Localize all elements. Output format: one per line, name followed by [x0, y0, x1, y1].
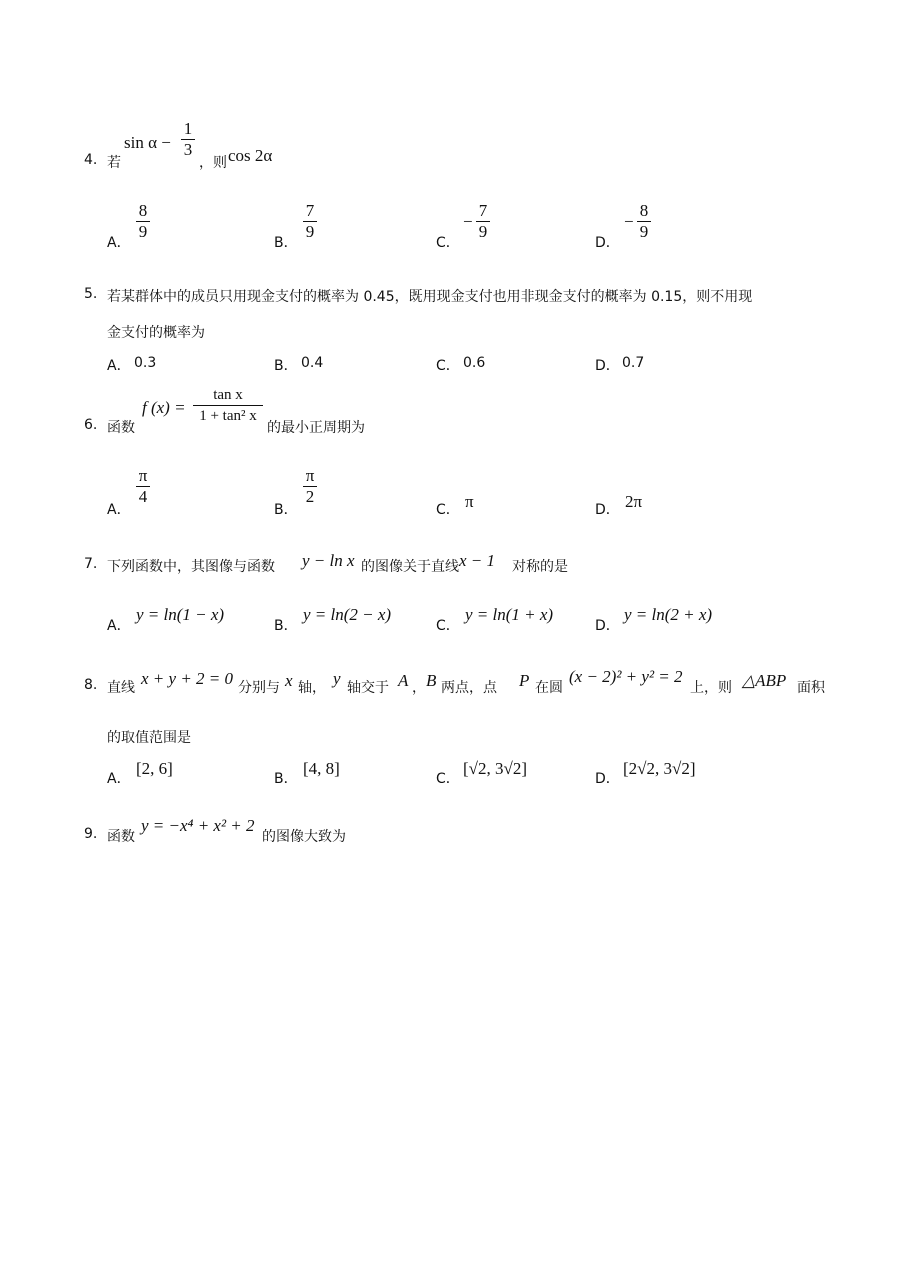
- question-number: 8.: [84, 677, 98, 693]
- question-text: ，则: [199, 155, 227, 171]
- math-expression: (x − 2)² + y² = 2: [569, 667, 683, 686]
- minus-sign: −: [624, 212, 634, 231]
- question-text: 的最小正周期为: [267, 420, 365, 436]
- option-label: C．: [436, 502, 460, 518]
- option-label: B．: [274, 235, 298, 251]
- math-expression: f (x) =: [142, 398, 186, 417]
- fraction: 7 9: [303, 202, 317, 241]
- math-expression: x + y + 2 = 0: [141, 669, 234, 688]
- math-expression: x − 1: [459, 551, 496, 570]
- option-label: C．: [436, 358, 460, 374]
- option-label: A．: [107, 235, 131, 251]
- question-text: 两点，点: [441, 680, 497, 696]
- question-number: 6.: [84, 417, 98, 433]
- fraction: π 2: [303, 467, 317, 506]
- question-text: 上，则: [690, 680, 732, 696]
- fraction: 8 9: [637, 202, 651, 241]
- question-number: 4.: [84, 152, 98, 168]
- math-expression: P: [519, 671, 530, 690]
- option-label: A．: [107, 358, 131, 374]
- option-value: y = ln(1 − x): [136, 605, 225, 624]
- fraction: 8 9: [136, 202, 150, 241]
- option-value: 0.7: [622, 355, 645, 371]
- option-value: 0.4: [301, 355, 324, 371]
- option-value: π: [465, 492, 474, 511]
- question-text: 分别与: [238, 680, 280, 696]
- option-value: [2, 6]: [136, 759, 173, 778]
- question-number: 7.: [84, 556, 98, 572]
- option-label: B．: [274, 358, 298, 374]
- question-text: 轴交于: [347, 680, 389, 696]
- option-label: C．: [436, 235, 460, 251]
- option-label: A．: [107, 618, 131, 634]
- question-number: 9.: [84, 826, 98, 842]
- minus-sign: −: [463, 212, 473, 231]
- math-expression: A: [398, 671, 409, 690]
- question-text: 若: [107, 155, 121, 171]
- option-value: [√2, 3√2]: [463, 759, 527, 778]
- option-value: 0.3: [134, 355, 157, 371]
- option-value: 0.6: [463, 355, 486, 371]
- option-value: 2π: [625, 492, 643, 511]
- option-label: A．: [107, 771, 131, 787]
- question-text: 下列函数中，其图像与函数: [107, 559, 275, 575]
- option-value: y = ln(2 − x): [303, 605, 392, 624]
- fraction: tan x 1 + tan² x: [193, 386, 263, 425]
- math-expression: sin α −: [124, 133, 171, 152]
- fraction: 7 9: [476, 202, 490, 241]
- option-label: C．: [436, 618, 460, 634]
- question-text: 面积: [797, 680, 825, 696]
- option-value: [4, 8]: [303, 759, 340, 778]
- question-text: 对称的是: [512, 559, 568, 575]
- question-text: 直线: [107, 680, 135, 696]
- question-text: 金支付的概率为: [107, 325, 205, 341]
- question-text: 在圆: [535, 680, 563, 696]
- question-text: 若某群体中的成员只用现金支付的概率为 0.45，既用现金支付也用非现金支付的概率为 0.15，则不用现: [107, 289, 753, 305]
- option-value: y = ln(1 + x): [465, 605, 554, 624]
- question-text: 轴，: [298, 680, 326, 696]
- question-text: 函数: [107, 829, 135, 845]
- fraction: π 4: [136, 467, 150, 506]
- math-expression: △ABP: [742, 671, 787, 690]
- option-label: B．: [274, 618, 298, 634]
- math-expression: y = −x⁴ + x² + 2: [141, 816, 255, 835]
- question-text: 函数: [107, 420, 135, 436]
- option-label: C．: [436, 771, 460, 787]
- math-expression: x: [285, 671, 293, 690]
- math-expression: B: [426, 671, 437, 690]
- math-expression: y − ln x: [302, 551, 355, 570]
- question-number: 5.: [84, 286, 98, 302]
- question-text: 的取值范围是: [107, 730, 191, 746]
- option-label: D．: [595, 618, 620, 634]
- question-text: 的图像关于直线: [361, 559, 459, 575]
- option-label: D．: [595, 235, 620, 251]
- option-label: D．: [595, 502, 620, 518]
- math-expression: cos 2α: [228, 146, 273, 165]
- option-label: A．: [107, 502, 131, 518]
- option-label: D．: [595, 771, 620, 787]
- question-text: ，: [412, 680, 426, 696]
- option-value: [2√2, 3√2]: [623, 759, 696, 778]
- question-text: 的图像大致为: [262, 829, 346, 845]
- option-value: y = ln(2 + x): [624, 605, 713, 624]
- option-label: B．: [274, 771, 298, 787]
- math-expression: y: [333, 669, 341, 688]
- fraction: 1 3: [181, 120, 195, 159]
- option-label: D．: [595, 358, 620, 374]
- option-label: B．: [274, 502, 298, 518]
